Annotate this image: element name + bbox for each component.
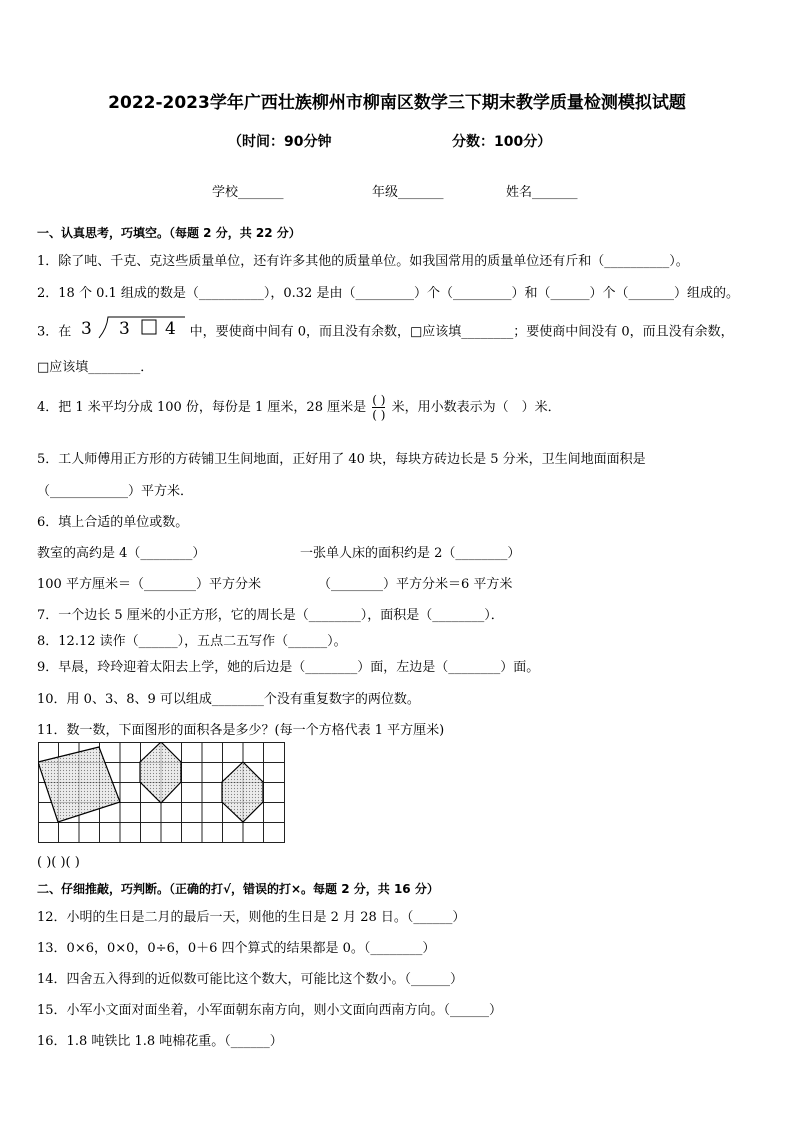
question-6-d: （________）平方分米＝6 平方米 [318,577,513,592]
grade-field: 年级_______ [372,185,444,200]
question-15: 15．小军小文面对面坐着，小军面朝东南方向，则小文面向西南方向。（______） [37,1003,503,1018]
score-label: 分数：100分） [452,134,552,150]
question-12: 12．小明的生日是二月的最后一天，则他的生日是 2 月 28 日。（______） [37,910,466,925]
time-label: （时间：90分钟 [228,134,332,150]
fraction-numerator: ( ) [372,393,386,407]
shape-tilted-square [38,747,120,822]
question-10: 10．用 0、3、8、9 可以组成________个没有重复数字的两位数。 [37,692,420,707]
division-dividend-digit-1: 3 [119,319,131,339]
question-13: 13．0×6，0×0，0÷6，0＋6 四个算式的结果都是 0。（________） [37,941,436,956]
question-7: 7．一个边长 5 厘米的小正方形，它的周长是（________），面积是（________）． [37,608,504,623]
division-blank-box [142,320,156,334]
question-11-answers: ( )( )( ) [37,855,80,870]
page-title: 2022-2023学年广西壮族柳州市柳南区数学三下期末教学质量检测模拟试题 [108,93,686,113]
section-1-heading: 一、认真思考，巧填空。（每题 2 分，共 22 分） [37,226,301,240]
question-11: 11．数一数，下面图形的面积各是多少？(每一个方格代表 1 平方厘米) [37,723,445,738]
question-6-b: 一张单人床的面积约是 2（________） [300,546,521,561]
area-grid-figure [38,742,286,848]
question-6-c: 100 平方厘米＝（________）平方分米 [37,577,261,592]
shape-arrow [222,762,263,822]
fraction-denominator: ( ) [372,408,386,422]
question-4 [37,386,561,430]
question-4-prefix: 4．把 1 米平均分成 100 份，每份是 1 厘米，28 厘米是 [37,400,367,415]
section-2-heading: 二、仔细推敲，巧判断。（正确的打√，错误的打×。每题 2 分，共 16 分） [37,882,439,896]
question-5-line-2: （____________）平方米． [37,484,194,499]
school-field: 学校_______ [212,185,284,200]
division-dividend-digit-2: 4 [165,319,177,339]
fraction-blank [372,393,385,422]
question-9: 9．早晨，玲玲迎着太阳去上学，她的后边是（________）面，左边是（________）面。 [37,660,540,675]
question-3-suffix: 中，要使商中间有 0，而且没有余数，□应该填________；要使商中间没有 0，而且没有余数， [189,324,734,340]
question-3 [37,314,734,340]
division-divisor: 3 [81,319,93,339]
question-3-prefix: 3．在 [37,324,72,340]
name-field: 姓名_______ [506,185,578,200]
question-1: 1．除了吨、千克、克这些质量单位，还有许多其他的质量单位。如我国常用的质量单位还有斤和（__________）。 [37,254,689,269]
question-6-a: 教室的高约是 4（________） [37,546,206,561]
question-3-line-2: □应该填________． [37,360,154,375]
question-6: 6．填上合适的单位或数。 [37,515,189,530]
question-14: 14．四舍五入得到的近似数可能比这个数大，可能比这个数小。（______） [37,972,464,987]
question-5-line-1: 5．工人师傅用正方形的方砖铺卫生间地面，正好用了 40 块，每块方砖边长是 5 分米，卫生间地面面积是 [37,452,646,467]
question-4-suffix: 米，用小数表示为（ ）米． [391,400,561,415]
question-8: 8．12.12 读作（______），五点二五写作（______）。 [37,634,347,649]
shape-hexagon [140,742,181,803]
division-figure [75,314,185,350]
question-2: 2．18 个 0.1 组成的数是（__________），0.32 是由（_________）个（_________）和（______）个（_______）组成的。 [37,286,739,301]
question-16: 16．1.8 吨铁比 1.8 吨棉花重。（______） [37,1034,283,1049]
